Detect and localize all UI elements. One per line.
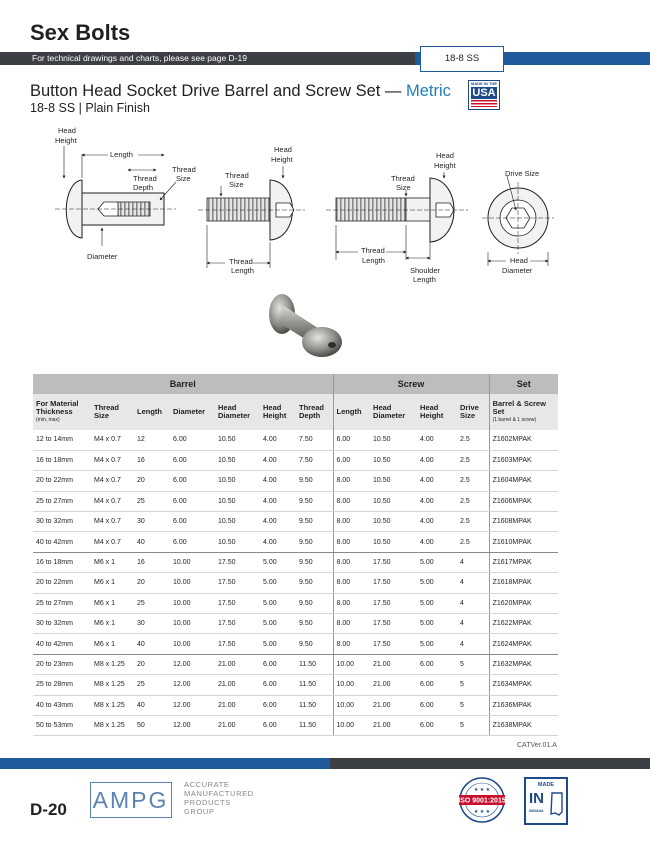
cell-screw-head-height: 4.00 xyxy=(417,532,457,552)
col-barrel-head-diameter: Head Diameter xyxy=(215,394,260,430)
cell-screw-drive-size: 4 xyxy=(457,552,489,572)
col-barrel-thread-depth: Thread Depth xyxy=(296,394,333,430)
barrel-drawing xyxy=(55,126,196,261)
cell-barrel-diameter: 10.00 xyxy=(170,593,215,613)
cell-screw-head-height: 5.00 xyxy=(417,552,457,572)
product-title xyxy=(30,82,451,101)
cell-barrel-diameter: 6.00 xyxy=(170,532,215,552)
screw-thread-length-label-2: Length xyxy=(231,266,254,275)
head-diameter-label: Head xyxy=(510,256,528,265)
iso-seal-text: ISO 9001:2015 xyxy=(458,797,506,805)
cell-thickness: 16 to 18mm xyxy=(33,552,91,572)
screw-head-height-label-2: Height xyxy=(271,155,293,164)
cell-barrel-thread-size: M4 x 0.7 xyxy=(91,532,134,552)
cell-screw-drive-size: 4 xyxy=(457,593,489,613)
cell-screw-head-height: 4.00 xyxy=(417,512,457,532)
cell-screw-drive-size: 2.5 xyxy=(457,512,489,532)
technical-drawing xyxy=(0,118,650,300)
table-row xyxy=(33,471,558,491)
col-screw-head-height: Head Height xyxy=(417,394,457,430)
cell-thickness: 25 to 27mm xyxy=(33,491,91,511)
cell-screw-drive-size: 5 xyxy=(457,695,489,715)
shoulder-screw-drawing xyxy=(326,151,468,284)
cell-barrel-head-diameter: 10.50 xyxy=(215,430,260,450)
cell-barrel-thread-depth: 9.50 xyxy=(296,471,333,491)
screw-drawing xyxy=(198,145,305,275)
cell-screw-head-height: 6.00 xyxy=(417,654,457,674)
table-row xyxy=(33,450,558,470)
col-screw-head-diameter: Head Diameter xyxy=(370,394,417,430)
cell-barrel-head-height: 5.00 xyxy=(260,593,296,613)
col-barrel-diameter: Diameter xyxy=(170,394,215,430)
ampg-line-1: ACCURATE xyxy=(184,780,230,789)
made-in-usa-badge xyxy=(468,80,500,110)
cell-screw-drive-size: 5 xyxy=(457,675,489,695)
cell-barrel-thread-depth: 7.50 xyxy=(296,430,333,450)
cell-barrel-thread-size: M8 x 1.25 xyxy=(91,715,134,735)
cell-screw-head-diameter: 21.00 xyxy=(370,654,417,674)
cell-barrel-thread-depth: 11.50 xyxy=(296,695,333,715)
barrel-thread-size-label: Thread xyxy=(172,165,196,174)
cell-barrel-head-height: 4.00 xyxy=(260,532,296,552)
specification-table xyxy=(33,374,558,736)
cell-barrel-head-diameter: 21.00 xyxy=(215,675,260,695)
cell-barrel-length: 25 xyxy=(134,491,170,511)
cell-set-part-number: Z1622MPAK xyxy=(489,614,558,634)
cell-thickness: 40 to 42mm xyxy=(33,532,91,552)
cell-barrel-head-diameter: 21.00 xyxy=(215,654,260,674)
cell-screw-head-diameter: 21.00 xyxy=(370,695,417,715)
cell-screw-length: 10.00 xyxy=(333,695,370,715)
barrel-head-height-label-2: Height xyxy=(55,136,77,145)
screw-thread-size-label-2: Size xyxy=(229,180,244,189)
material-tab: 18-8 SS xyxy=(420,46,504,72)
cell-set-part-number: Z1610MPAK xyxy=(489,532,558,552)
table-row xyxy=(33,634,558,654)
cell-screw-drive-size: 2.5 xyxy=(457,471,489,491)
cell-barrel-diameter: 12.00 xyxy=(170,695,215,715)
cell-screw-head-diameter: 10.50 xyxy=(370,512,417,532)
cell-screw-head-height: 6.00 xyxy=(417,695,457,715)
cell-set-part-number: Z1608MPAK xyxy=(489,512,558,532)
flag-stripes-icon xyxy=(471,100,497,107)
cell-barrel-diameter: 12.00 xyxy=(170,715,215,735)
cell-barrel-head-diameter: 10.50 xyxy=(215,512,260,532)
barrel-thread-size-label-2: Size xyxy=(176,174,191,183)
cell-set-part-number: Z1632MPAK xyxy=(489,654,558,674)
product-title-main: Button Head Socket Drive Barrel and Screw Set — xyxy=(30,82,407,100)
cell-screw-head-height: 5.00 xyxy=(417,573,457,593)
screw-group-header: Screw xyxy=(333,374,489,394)
thread-depth-label-2: Depth xyxy=(133,183,154,192)
cell-screw-head-diameter: 10.50 xyxy=(370,471,417,491)
cell-screw-head-diameter: 17.50 xyxy=(370,614,417,634)
cell-barrel-diameter: 6.00 xyxy=(170,430,215,450)
table-row xyxy=(33,675,558,695)
screw-thread-size-label: Thread xyxy=(225,171,249,180)
cell-screw-length: 10.00 xyxy=(333,654,370,674)
table-row xyxy=(33,532,558,552)
cell-screw-head-diameter: 10.50 xyxy=(370,532,417,552)
cell-barrel-length: 16 xyxy=(134,450,170,470)
cell-barrel-head-diameter: 21.00 xyxy=(215,695,260,715)
cell-barrel-length: 30 xyxy=(134,614,170,634)
cell-barrel-head-height: 5.00 xyxy=(260,552,296,572)
cell-barrel-diameter: 6.00 xyxy=(170,491,215,511)
shoulder-screw-thread-size-label-2: Size xyxy=(396,183,411,192)
made-in-usa-badge-main: USA xyxy=(472,87,496,99)
cell-screw-length: 8.00 xyxy=(333,532,370,552)
cell-screw-head-diameter: 10.50 xyxy=(370,450,417,470)
indiana-state-icon xyxy=(550,792,564,816)
cell-screw-length: 8.00 xyxy=(333,552,370,572)
cell-screw-drive-size: 5 xyxy=(457,654,489,674)
cell-barrel-length: 50 xyxy=(134,715,170,735)
screw-thread-length-label: Thread xyxy=(229,257,253,266)
cell-barrel-length: 25 xyxy=(134,593,170,613)
table-row xyxy=(33,512,558,532)
cell-thickness: 25 to 27mm xyxy=(33,593,91,613)
cell-barrel-diameter: 6.00 xyxy=(170,512,215,532)
shoulder-length-label: Shoulder xyxy=(410,266,441,275)
cell-screw-head-height: 5.00 xyxy=(417,593,457,613)
cell-barrel-thread-size: M8 x 1.25 xyxy=(91,675,134,695)
col-screw-drive-size: Drive Size xyxy=(457,394,489,430)
cell-barrel-length: 40 xyxy=(134,634,170,654)
cell-screw-head-height: 4.00 xyxy=(417,430,457,450)
table-column-header-row xyxy=(33,394,558,430)
cell-set-part-number: Z1603MPAK xyxy=(489,450,558,470)
bottom-band-blue xyxy=(0,758,330,769)
cell-screw-head-diameter: 17.50 xyxy=(370,573,417,593)
ampg-line-3: PRODUCTS xyxy=(184,798,231,807)
cell-screw-length: 8.00 xyxy=(333,634,370,654)
shoulder-screw-thread-length-label: Thread xyxy=(361,246,385,255)
cell-barrel-head-height: 5.00 xyxy=(260,634,296,654)
cell-screw-head-height: 6.00 xyxy=(417,715,457,735)
cell-screw-head-height: 6.00 xyxy=(417,675,457,695)
cell-barrel-thread-size: M4 x 0.7 xyxy=(91,430,134,450)
cell-barrel-head-height: 4.00 xyxy=(260,512,296,532)
cell-barrel-diameter: 12.00 xyxy=(170,654,215,674)
barrel-head-height-label: Head xyxy=(58,126,76,135)
cell-barrel-head-diameter: 10.50 xyxy=(215,532,260,552)
cell-screw-head-diameter: 21.00 xyxy=(370,715,417,735)
cell-set-part-number: Z1606MPAK xyxy=(489,491,558,511)
cell-thickness: 20 to 22mm xyxy=(33,471,91,491)
cell-barrel-head-height: 6.00 xyxy=(260,695,296,715)
product-photo xyxy=(252,288,352,364)
table-row xyxy=(33,695,558,715)
cell-screw-head-height: 4.00 xyxy=(417,450,457,470)
cell-screw-drive-size: 4 xyxy=(457,614,489,634)
cell-screw-length: 8.00 xyxy=(333,512,370,532)
cell-set-part-number: Z1638MPAK xyxy=(489,715,558,735)
cell-thickness: 50 to 53mm xyxy=(33,715,91,735)
cell-thickness: 40 to 42mm xyxy=(33,634,91,654)
cell-barrel-length: 12 xyxy=(134,430,170,450)
cell-screw-drive-size: 2.5 xyxy=(457,532,489,552)
cell-screw-length: 6.00 xyxy=(333,430,370,450)
cell-barrel-thread-depth: 9.50 xyxy=(296,614,333,634)
cell-screw-drive-size: 2.5 xyxy=(457,450,489,470)
cell-barrel-head-diameter: 10.50 xyxy=(215,491,260,511)
col-barrel-length: Length xyxy=(134,394,170,430)
cell-screw-length: 10.00 xyxy=(333,715,370,735)
cell-barrel-length: 20 xyxy=(134,654,170,674)
cell-barrel-head-diameter: 17.50 xyxy=(215,552,260,572)
cell-barrel-thread-size: M6 x 1 xyxy=(91,593,134,613)
cell-barrel-diameter: 10.00 xyxy=(170,552,215,572)
cell-barrel-thread-depth: 7.50 xyxy=(296,450,333,470)
barrel-length-label: Length xyxy=(110,150,133,159)
cell-barrel-head-diameter: 10.50 xyxy=(215,450,260,470)
head-end-view-drawing xyxy=(482,169,554,275)
cell-barrel-head-height: 4.00 xyxy=(260,471,296,491)
table-row xyxy=(33,491,558,511)
cell-screw-head-height: 5.00 xyxy=(417,614,457,634)
cell-screw-head-diameter: 21.00 xyxy=(370,675,417,695)
cell-barrel-thread-size: M6 x 1 xyxy=(91,552,134,572)
cell-set-part-number: Z1604MPAK xyxy=(489,471,558,491)
cell-barrel-thread-depth: 11.50 xyxy=(296,654,333,674)
cell-screw-length: 8.00 xyxy=(333,593,370,613)
top-band xyxy=(0,52,650,65)
cell-barrel-head-height: 6.00 xyxy=(260,654,296,674)
iso-certification-seal xyxy=(458,776,506,824)
thread-depth-label: Thread xyxy=(133,174,157,183)
cell-barrel-thread-size: M6 x 1 xyxy=(91,634,134,654)
cell-barrel-diameter: 10.00 xyxy=(170,634,215,654)
cell-barrel-head-height: 5.00 xyxy=(260,573,296,593)
cell-barrel-length: 40 xyxy=(134,695,170,715)
cell-set-part-number: Z1624MPAK xyxy=(489,634,558,654)
cell-screw-drive-size: 4 xyxy=(457,573,489,593)
cell-screw-head-diameter: 10.50 xyxy=(370,491,417,511)
cell-screw-drive-size: 2.5 xyxy=(457,491,489,511)
cell-screw-length: 8.00 xyxy=(333,491,370,511)
made-in-indiana-top: MADE xyxy=(537,782,555,788)
col-screw-length: Length xyxy=(333,394,370,430)
cell-barrel-thread-size: M4 x 0.7 xyxy=(91,471,134,491)
catalog-version: CATVer.01.A xyxy=(517,742,557,749)
cell-screw-head-diameter: 17.50 xyxy=(370,593,417,613)
cell-barrel-thread-depth: 11.50 xyxy=(296,715,333,735)
svg-text:★ ★ ★: ★ ★ ★ xyxy=(473,809,491,815)
table-row xyxy=(33,430,558,450)
made-in-indiana-badge xyxy=(524,777,568,825)
cell-screw-drive-size: 4 xyxy=(457,634,489,654)
col-barrel-head-height: Head Height xyxy=(260,394,296,430)
shoulder-length-label-2: Length xyxy=(413,275,436,284)
cell-barrel-thread-size: M8 x 1.25 xyxy=(91,695,134,715)
product-subtitle: 18-8 SS | Plain Finish xyxy=(30,101,150,115)
cell-barrel-head-diameter: 17.50 xyxy=(215,573,260,593)
cell-barrel-thread-size: M8 x 1.25 xyxy=(91,654,134,674)
made-in-indiana-main: IN xyxy=(529,790,544,807)
cell-barrel-head-height: 6.00 xyxy=(260,675,296,695)
cell-screw-length: 8.00 xyxy=(333,614,370,634)
cell-screw-head-diameter: 17.50 xyxy=(370,634,417,654)
cell-barrel-head-diameter: 10.50 xyxy=(215,471,260,491)
cell-screw-drive-size: 2.5 xyxy=(457,430,489,450)
specification-table-body xyxy=(33,430,558,736)
cell-thickness: 25 to 28mm xyxy=(33,675,91,695)
cell-screw-length: 8.00 xyxy=(333,573,370,593)
product-title-accent: Metric xyxy=(406,82,451,100)
cell-barrel-length: 20 xyxy=(134,573,170,593)
table-row xyxy=(33,573,558,593)
col-material-thickness-label: For Material Thickness xyxy=(36,399,79,416)
ampg-line-4: GROUP xyxy=(184,807,215,816)
shoulder-screw-head-height-label-2: Height xyxy=(434,161,456,170)
col-barrel-screw-set-label: Barrel & Screw Set xyxy=(492,399,546,416)
barrel-diameter-label: Diameter xyxy=(87,252,118,261)
table-row xyxy=(33,593,558,613)
cell-barrel-thread-depth: 9.50 xyxy=(296,512,333,532)
table-row xyxy=(33,552,558,572)
col-barrel-thread-size: Thread Size xyxy=(91,394,134,430)
cell-barrel-thread-size: M4 x 0.7 xyxy=(91,491,134,511)
cell-barrel-length: 25 xyxy=(134,675,170,695)
cell-screw-head-height: 5.00 xyxy=(417,634,457,654)
cell-set-part-number: Z1620MPAK xyxy=(489,593,558,613)
cell-barrel-diameter: 6.00 xyxy=(170,471,215,491)
shoulder-screw-thread-length-label-2: Length xyxy=(362,256,385,265)
cell-screw-head-height: 4.00 xyxy=(417,471,457,491)
cell-barrel-length: 40 xyxy=(134,532,170,552)
cell-set-part-number: Z1634MPAK xyxy=(489,675,558,695)
cell-barrel-head-height: 6.00 xyxy=(260,715,296,735)
cell-barrel-thread-depth: 9.50 xyxy=(296,552,333,572)
cell-barrel-thread-size: M4 x 0.7 xyxy=(91,450,134,470)
table-row xyxy=(33,654,558,674)
cell-set-part-number: Z1617MPAK xyxy=(489,552,558,572)
cell-screw-head-diameter: 17.50 xyxy=(370,552,417,572)
cell-barrel-diameter: 10.00 xyxy=(170,614,215,634)
drive-size-label: Drive Size xyxy=(505,169,540,178)
cell-barrel-head-height: 4.00 xyxy=(260,430,296,450)
cell-barrel-length: 16 xyxy=(134,552,170,572)
head-diameter-label-2: Diameter xyxy=(502,266,533,275)
cell-barrel-thread-depth: 9.50 xyxy=(296,634,333,654)
cell-set-part-number: Z1602MPAK xyxy=(489,430,558,450)
col-material-thickness-note: (min, max) xyxy=(36,417,60,423)
cell-screw-drive-size: 5 xyxy=(457,715,489,735)
col-barrel-screw-set xyxy=(489,394,558,430)
ampg-company-name xyxy=(184,780,254,816)
cell-screw-length: 8.00 xyxy=(333,471,370,491)
cell-thickness: 20 to 23mm xyxy=(33,654,91,674)
cell-barrel-length: 30 xyxy=(134,512,170,532)
table-row xyxy=(33,614,558,634)
table-group-header-row xyxy=(33,374,558,394)
screw-head-height-label: Head xyxy=(274,145,292,154)
cell-barrel-thread-size: M6 x 1 xyxy=(91,614,134,634)
page-title: Sex Bolts xyxy=(30,20,131,45)
cell-barrel-thread-depth: 9.50 xyxy=(296,593,333,613)
cell-barrel-thread-depth: 9.50 xyxy=(296,532,333,552)
made-in-indiana-state: INDIANA xyxy=(529,809,544,813)
set-group-header: Set xyxy=(489,374,558,394)
cell-barrel-head-diameter: 17.50 xyxy=(215,614,260,634)
cell-thickness: 30 to 32mm xyxy=(33,512,91,532)
cell-barrel-head-diameter: 17.50 xyxy=(215,634,260,654)
cell-set-part-number: Z1636MPAK xyxy=(489,695,558,715)
cell-barrel-head-height: 4.00 xyxy=(260,450,296,470)
cell-screw-head-height: 4.00 xyxy=(417,491,457,511)
bottom-band-dark xyxy=(330,758,650,769)
cell-barrel-head-height: 4.00 xyxy=(260,491,296,511)
col-barrel-screw-set-note: (1 barrel & 1 screw) xyxy=(492,417,537,423)
cell-thickness: 40 to 43mm xyxy=(33,695,91,715)
cell-barrel-head-diameter: 21.00 xyxy=(215,715,260,735)
technical-drawings-note: For technical drawings and charts, please see page D-19 xyxy=(32,53,247,63)
svg-text:★ ★ ★: ★ ★ ★ xyxy=(473,787,491,793)
barrel-group-header: Barrel xyxy=(33,374,333,394)
made-in-usa-badge-top: MADE IN THE xyxy=(471,81,497,86)
cell-set-part-number: Z1618MPAK xyxy=(489,573,558,593)
cell-barrel-thread-size: M6 x 1 xyxy=(91,573,134,593)
cell-barrel-thread-depth: 9.50 xyxy=(296,573,333,593)
ampg-logo-text: AMPG xyxy=(92,787,169,813)
cell-barrel-thread-size: M4 x 0.7 xyxy=(91,512,134,532)
cell-thickness: 12 to 14mm xyxy=(33,430,91,450)
cell-barrel-head-diameter: 17.50 xyxy=(215,593,260,613)
table-row xyxy=(33,715,558,735)
cell-screw-length: 6.00 xyxy=(333,450,370,470)
cell-thickness: 30 to 32mm xyxy=(33,614,91,634)
col-material-thickness xyxy=(33,394,91,430)
cell-thickness: 20 to 22mm xyxy=(33,573,91,593)
cell-barrel-head-height: 5.00 xyxy=(260,614,296,634)
cell-screw-head-diameter: 10.50 xyxy=(370,430,417,450)
cell-thickness: 16 to 18mm xyxy=(33,450,91,470)
ampg-logo xyxy=(90,782,172,818)
bottom-band xyxy=(0,758,650,769)
page-number: D-20 xyxy=(30,800,67,819)
cell-barrel-diameter: 6.00 xyxy=(170,450,215,470)
cell-barrel-thread-depth: 11.50 xyxy=(296,675,333,695)
ampg-line-2: MANUFACTURED xyxy=(184,789,254,798)
cell-barrel-diameter: 10.00 xyxy=(170,573,215,593)
shoulder-screw-thread-size-label: Thread xyxy=(391,174,415,183)
cell-screw-length: 10.00 xyxy=(333,675,370,695)
shoulder-screw-head-height-label: Head xyxy=(436,151,454,160)
cell-barrel-length: 20 xyxy=(134,471,170,491)
cell-barrel-diameter: 12.00 xyxy=(170,675,215,695)
cell-barrel-thread-depth: 9.50 xyxy=(296,491,333,511)
